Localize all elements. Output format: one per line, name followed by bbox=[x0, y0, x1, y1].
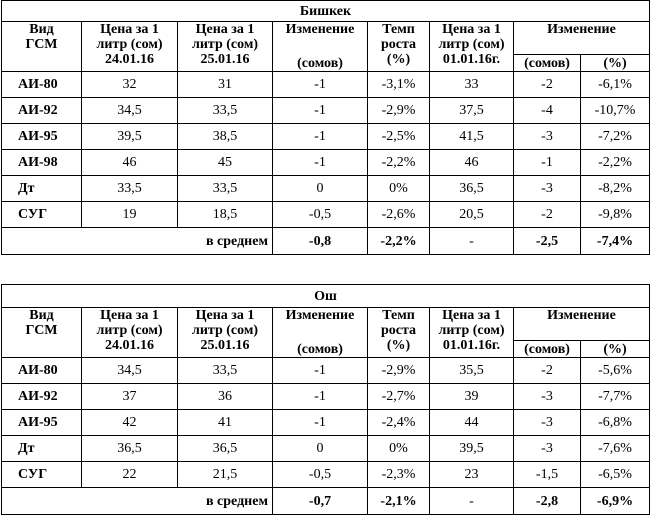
header-fuel-type: Вид ГСМ bbox=[2, 22, 82, 72]
table-row bbox=[2, 72, 650, 98]
growth-rate-cell: 0% bbox=[368, 436, 430, 462]
price-25-01-16-cell: 18,5 bbox=[178, 202, 273, 228]
fuel-type-cell: АИ-80 bbox=[2, 72, 82, 98]
avg-price-01-01-16: - bbox=[430, 488, 514, 515]
header-change-unit: (сомов) bbox=[273, 55, 368, 72]
change-cell: -0,5 bbox=[273, 202, 368, 228]
fuel-type-cell: Дт bbox=[2, 436, 82, 462]
growth-rate-cell: -2,6% bbox=[368, 202, 430, 228]
table-row bbox=[2, 98, 650, 124]
price-24-01-16-cell: 19 bbox=[82, 202, 178, 228]
price-01-01-16-cell: 35,5 bbox=[430, 358, 514, 384]
change-cell: -1 bbox=[273, 410, 368, 436]
table-body-osh bbox=[2, 358, 650, 488]
fuel-type-cell: СУГ bbox=[2, 202, 82, 228]
change-pct-cell: -8,2% bbox=[581, 176, 650, 202]
change-pct-cell: -6,8% bbox=[581, 410, 650, 436]
price-24-01-16-cell: 39,5 bbox=[82, 124, 178, 150]
table-body-bishkek bbox=[2, 72, 650, 228]
growth-rate-cell: -2,9% bbox=[368, 98, 430, 124]
fuel-type-cell: АИ-80 bbox=[2, 358, 82, 384]
change-cell: -1 bbox=[273, 358, 368, 384]
change-cell: 0 bbox=[273, 436, 368, 462]
price-01-01-16-cell: 36,5 bbox=[430, 176, 514, 202]
fuel-price-table-bishkek bbox=[1, 0, 650, 255]
table-row bbox=[2, 436, 650, 462]
price-01-01-16-cell: 41,5 bbox=[430, 124, 514, 150]
change-som-cell: -2 bbox=[514, 358, 581, 384]
price-24-01-16-cell: 36,5 bbox=[82, 436, 178, 462]
table-title-city: Бишкек bbox=[2, 1, 650, 22]
avg-growth: -2,1% bbox=[368, 488, 430, 515]
table-row bbox=[2, 358, 650, 384]
header-change-som: (сомов) bbox=[514, 55, 581, 72]
table-row bbox=[2, 410, 650, 436]
table-row bbox=[2, 202, 650, 228]
price-24-01-16-cell: 32 bbox=[82, 72, 178, 98]
growth-rate-cell: -2,7% bbox=[368, 384, 430, 410]
header-change-pct: (%) bbox=[581, 55, 650, 72]
fuel-type-cell: АИ-92 bbox=[2, 384, 82, 410]
average-label: в среднем bbox=[2, 228, 273, 255]
price-24-01-16-cell: 46 bbox=[82, 150, 178, 176]
avg-price-01-01-16: - bbox=[430, 228, 514, 255]
price-25-01-16-cell: 33,5 bbox=[178, 176, 273, 202]
header-change: Изменение bbox=[273, 22, 368, 55]
table-row bbox=[2, 176, 650, 202]
change-cell: 0 bbox=[273, 176, 368, 202]
header-price-25-01-16: Цена за 1 литр (сом) 25.01.16 bbox=[178, 22, 273, 72]
price-25-01-16-cell: 33,5 bbox=[178, 98, 273, 124]
price-24-01-16-cell: 33,5 bbox=[82, 176, 178, 202]
header-change: Изменение bbox=[273, 308, 368, 341]
header-change-pct: (%) bbox=[581, 341, 650, 358]
price-24-01-16-cell: 34,5 bbox=[82, 98, 178, 124]
change-pct-cell: -7,2% bbox=[581, 124, 650, 150]
change-pct-cell: -7,7% bbox=[581, 384, 650, 410]
change-pct-cell: -2,2% bbox=[581, 150, 650, 176]
price-01-01-16-cell: 33 bbox=[430, 72, 514, 98]
fuel-type-cell: АИ-92 bbox=[2, 98, 82, 124]
header-fuel-type: Вид ГСМ bbox=[2, 308, 82, 358]
price-25-01-16-cell: 45 bbox=[178, 150, 273, 176]
price-01-01-16-cell: 37,5 bbox=[430, 98, 514, 124]
change-cell: -1 bbox=[273, 150, 368, 176]
change-som-cell: -3 bbox=[514, 124, 581, 150]
growth-rate-cell: -3,1% bbox=[368, 72, 430, 98]
average-row bbox=[2, 488, 650, 515]
avg-growth: -2,2% bbox=[368, 228, 430, 255]
change-cell: -1 bbox=[273, 72, 368, 98]
fuel-type-cell: АИ-98 bbox=[2, 150, 82, 176]
header-change-2: Изменение bbox=[514, 308, 650, 341]
change-cell: -0,5 bbox=[273, 462, 368, 488]
header-price-01-01-16: Цена за 1 литр (сом) 01.01.16г. bbox=[430, 22, 514, 72]
growth-rate-cell: -2,3% bbox=[368, 462, 430, 488]
fuel-type-cell: СУГ bbox=[2, 462, 82, 488]
growth-rate-cell: -2,5% bbox=[368, 124, 430, 150]
header-change-som: (сомов) bbox=[514, 341, 581, 358]
price-25-01-16-cell: 36,5 bbox=[178, 436, 273, 462]
change-som-cell: -4 bbox=[514, 98, 581, 124]
price-01-01-16-cell: 44 bbox=[430, 410, 514, 436]
price-25-01-16-cell: 41 bbox=[178, 410, 273, 436]
price-01-01-16-cell: 20,5 bbox=[430, 202, 514, 228]
price-01-01-16-cell: 23 bbox=[430, 462, 514, 488]
change-som-cell: -3 bbox=[514, 384, 581, 410]
header-growth-rate: Темп роста (%) bbox=[368, 22, 430, 72]
avg-change-pct: -7,4% bbox=[581, 228, 650, 255]
change-pct-cell: -5,6% bbox=[581, 358, 650, 384]
price-25-01-16-cell: 21,5 bbox=[178, 462, 273, 488]
header-change-2: Изменение bbox=[514, 22, 650, 55]
change-som-cell: -2 bbox=[514, 72, 581, 98]
price-24-01-16-cell: 34,5 bbox=[82, 358, 178, 384]
price-25-01-16-cell: 33,5 bbox=[178, 358, 273, 384]
change-som-cell: -3 bbox=[514, 410, 581, 436]
header-price-25-01-16: Цена за 1 литр (сом) 25.01.16 bbox=[178, 308, 273, 358]
table-row bbox=[2, 462, 650, 488]
price-25-01-16-cell: 38,5 bbox=[178, 124, 273, 150]
average-label: в среднем bbox=[2, 488, 273, 515]
price-01-01-16-cell: 39 bbox=[430, 384, 514, 410]
header-price-24-01-16: Цена за 1 литр (сом) 24.01.16 bbox=[82, 308, 178, 358]
change-pct-cell: -10,7% bbox=[581, 98, 650, 124]
table-row bbox=[2, 124, 650, 150]
change-pct-cell: -9,8% bbox=[581, 202, 650, 228]
change-som-cell: -2 bbox=[514, 202, 581, 228]
fuel-type-cell: АИ-95 bbox=[2, 410, 82, 436]
price-25-01-16-cell: 31 bbox=[178, 72, 273, 98]
change-cell: -1 bbox=[273, 98, 368, 124]
change-som-cell: -1,5 bbox=[514, 462, 581, 488]
change-som-cell: -3 bbox=[514, 176, 581, 202]
average-row bbox=[2, 228, 650, 255]
growth-rate-cell: 0% bbox=[368, 176, 430, 202]
change-pct-cell: -7,6% bbox=[581, 436, 650, 462]
header-price-01-01-16: Цена за 1 литр (сом) 01.01.16г. bbox=[430, 308, 514, 358]
price-01-01-16-cell: 46 bbox=[430, 150, 514, 176]
avg-change-pct: -6,9% bbox=[581, 488, 650, 515]
header-price-24-01-16: Цена за 1 литр (сом) 24.01.16 bbox=[82, 22, 178, 72]
price-01-01-16-cell: 39,5 bbox=[430, 436, 514, 462]
avg-change: -0,7 bbox=[273, 488, 368, 515]
price-24-01-16-cell: 42 bbox=[82, 410, 178, 436]
avg-change-som: -2,5 bbox=[514, 228, 581, 255]
growth-rate-cell: -2,2% bbox=[368, 150, 430, 176]
growth-rate-cell: -2,9% bbox=[368, 358, 430, 384]
table-title-city: Ош bbox=[2, 285, 650, 308]
avg-change: -0,8 bbox=[273, 228, 368, 255]
table-row bbox=[2, 384, 650, 410]
avg-change-som: -2,8 bbox=[514, 488, 581, 515]
fuel-type-cell: Дт bbox=[2, 176, 82, 202]
price-24-01-16-cell: 37 bbox=[82, 384, 178, 410]
change-pct-cell: -6,1% bbox=[581, 72, 650, 98]
change-pct-cell: -6,5% bbox=[581, 462, 650, 488]
table-row bbox=[2, 150, 650, 176]
fuel-type-cell: АИ-95 bbox=[2, 124, 82, 150]
change-cell: -1 bbox=[273, 384, 368, 410]
change-som-cell: -3 bbox=[514, 436, 581, 462]
price-24-01-16-cell: 22 bbox=[82, 462, 178, 488]
price-25-01-16-cell: 36 bbox=[178, 384, 273, 410]
header-growth-rate: Темп роста (%) bbox=[368, 308, 430, 358]
change-som-cell: -1 bbox=[514, 150, 581, 176]
change-cell: -1 bbox=[273, 124, 368, 150]
growth-rate-cell: -2,4% bbox=[368, 410, 430, 436]
header-change-unit: (сомов) bbox=[273, 341, 368, 358]
fuel-price-table-osh bbox=[1, 284, 650, 515]
